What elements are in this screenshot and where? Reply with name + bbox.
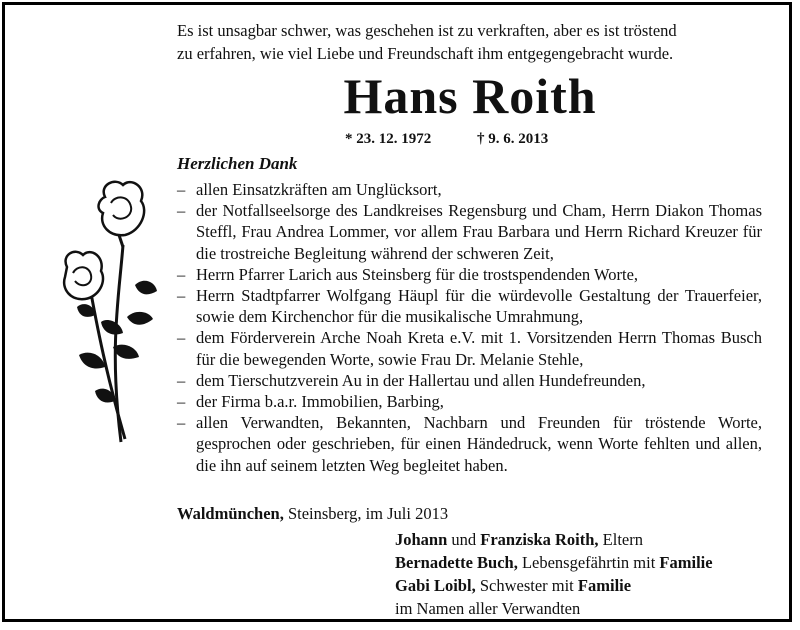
place-city: Waldmünchen, <box>177 504 284 523</box>
signer-name: Franziska Roith, <box>480 530 599 549</box>
signer-text: Eltern <box>598 530 643 549</box>
thanks-list <box>177 179 762 476</box>
intro-line: zu erfahren, wie viel Liebe und Freundschaft ihm entgegengebracht wurde. <box>177 44 674 63</box>
place-date <box>177 504 448 524</box>
roses-illustration <box>49 177 169 447</box>
signer-text: im Namen aller Verwandten <box>395 599 581 618</box>
obituary-frame <box>2 2 792 622</box>
list-item: – Herrn Stadtpfarrer Wolfgang Häupl für die würdevolle Gestaltung der Trauerfeier, sowie dem Kirchenchor für die musikalische Umrahmung, <box>177 285 762 327</box>
signer-text: und <box>447 530 481 549</box>
list-item: – allen Verwandten, Bekannten, Nachbarn und Freunden für tröstende Worte, gesprochen oder geschrieben, für einen Händedruck, wenn Worte fehlten und allen, die ihn auf seinem letzten Weg begleitet haben. <box>177 412 762 476</box>
intro-line: Es ist unsagbar schwer, was geschehen ist zu verkraften, aber es ist tröstend <box>177 21 677 40</box>
list-item: – dem Förderverein Arche Noah Kreta e.V. mit 1. Vorsitzenden Herrn Thomas Busch für die bewegenden Worte, sowie Frau Dr. Melanie Stehle, <box>177 327 762 369</box>
signer-text: Lebensgefährtin mit <box>517 553 660 572</box>
signer-name: Familie <box>577 576 632 595</box>
signer-line <box>395 551 713 574</box>
place-rest: Steinsberg, im Juli 2013 <box>283 504 449 523</box>
signer-line <box>395 597 713 620</box>
life-dates <box>345 131 548 148</box>
list-item: – der Notfallseelsorge des Landkreises Regensburg und Cham, Herrn Diakon Thomas Steffl, Frau Andrea Lommer, vor allem Frau Barbara und Herrn Richard Kreuzer für die trostreiche Begleitung während der schweren Zeit, <box>177 200 762 264</box>
signer-line <box>395 528 713 551</box>
deceased-name: Hans Roith <box>343 68 597 124</box>
thanks-heading: Herzlichen Dank <box>177 154 298 173</box>
signer-name: Familie <box>659 553 713 572</box>
signer-name: Bernadette Buch, <box>395 553 518 572</box>
signer-line <box>395 574 713 597</box>
list-item: – der Firma b.a.r. Immobilien, Barbing, <box>177 391 762 412</box>
list-item: – allen Einsatzkräften am Unglücksort, <box>177 179 762 200</box>
list-item: – Herrn Pfarrer Larich aus Steinsberg für die trostspendenden Worte, <box>177 264 762 285</box>
signer-text: Schwester mit <box>475 576 578 595</box>
signer-name: Johann <box>395 530 448 549</box>
signers-block <box>395 528 713 620</box>
birth-date: * 23. 12. 1972 <box>345 131 432 147</box>
death-date: † 9. 6. 2013 <box>477 131 549 147</box>
signer-name: Gabi Loibl, <box>395 576 476 595</box>
list-item: – dem Tierschutzverein Au in der Hallertau und allen Hundefreunden, <box>177 370 762 391</box>
intro-text <box>177 19 767 65</box>
